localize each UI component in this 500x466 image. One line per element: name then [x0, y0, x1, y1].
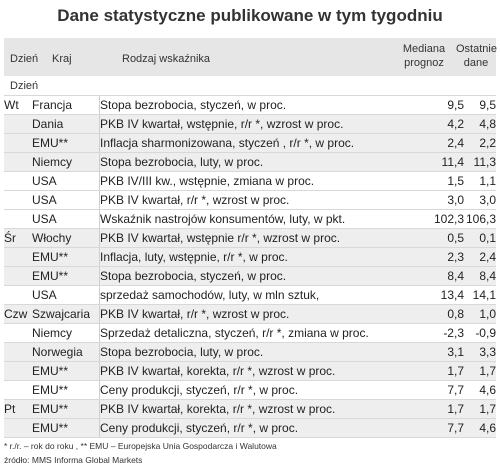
- cell-indicator: PKB IV kwartał, korekta, r/r *, wzrost w proc.: [100, 362, 405, 381]
- cell-indicator: Ceny produkcji, styczeń, r/r *, w proc.: [100, 381, 405, 400]
- table-row: [4, 115, 496, 134]
- cell-median: 9,5: [404, 96, 464, 115]
- cell-indicator: Inflacja, luty, wstępnie, r/r *, w proc.: [100, 248, 405, 267]
- cell-indicator: Ceny produkcji, styczeń, r/r *, w proc.: [100, 419, 405, 438]
- cell-last: 11,3: [464, 153, 496, 172]
- cell-indicator: PKB IV kwartał, wstępnie r/r *, wzrost w proc.: [100, 229, 405, 248]
- cell-median: 4,2: [404, 115, 464, 134]
- cell-day: [4, 343, 32, 362]
- cell-indicator: PKB IV kwartał, korekta, r/r *, wzrost w proc.: [100, 400, 405, 419]
- cell-country: EMU**: [32, 362, 100, 381]
- cell-day: [4, 172, 32, 191]
- cell-country: USA: [32, 191, 100, 210]
- header-last-line2: dane: [463, 57, 489, 69]
- header-day: Dzień: [10, 53, 39, 65]
- cell-day: [4, 153, 32, 172]
- table-subheader: [4, 77, 496, 96]
- cell-last: 1,1: [464, 172, 496, 191]
- table-row: [4, 419, 496, 438]
- cell-indicator: PKB IV/III kw., wstępnie, zmiana w proc.: [100, 172, 405, 191]
- cell-median: 3,0: [404, 191, 464, 210]
- cell-country: Włochy: [32, 229, 100, 248]
- table-row: [4, 210, 496, 229]
- cell-median: 11,4: [404, 153, 464, 172]
- cell-last: 8,4: [464, 267, 496, 286]
- table-row: [4, 172, 496, 191]
- cell-indicator: Stopa bezrobocia, luty, w proc.: [100, 343, 405, 362]
- cell-median: 2,4: [404, 134, 464, 153]
- cell-country: USA: [32, 210, 100, 229]
- cell-country: Niemcy: [32, 324, 100, 343]
- cell-day: [4, 191, 32, 210]
- cell-median: 13,4: [404, 286, 464, 305]
- cell-median: 0,5: [404, 229, 464, 248]
- cell-median: 7,7: [404, 381, 464, 400]
- cell-last: 4,6: [464, 419, 496, 438]
- table-row: [4, 191, 496, 210]
- cell-country: EMU**: [32, 267, 100, 286]
- header-median-line1: Mediana: [402, 43, 446, 55]
- cell-day: [4, 134, 32, 153]
- cell-country: EMU**: [32, 419, 100, 438]
- cell-day: [4, 324, 32, 343]
- table-row: [4, 324, 496, 343]
- cell-indicator: Stopa bezrobocia, styczeń, w proc.: [100, 96, 405, 115]
- cell-last: 0,1: [464, 229, 496, 248]
- cell-median: 1,7: [404, 362, 464, 381]
- cell-median: 2,3: [404, 248, 464, 267]
- table-header: [4, 38, 496, 76]
- cell-country: EMU**: [32, 400, 100, 419]
- cell-indicator: Stopa bezrobocia, luty, w proc.: [100, 153, 405, 172]
- cell-day: [4, 419, 32, 438]
- table-row: [4, 362, 496, 381]
- cell-last: 1,0: [464, 305, 496, 324]
- cell-last: 14,1: [464, 286, 496, 305]
- cell-indicator: sprzedaż samochodów, luty, w mln sztuk,: [100, 286, 405, 305]
- table-row: [4, 229, 496, 248]
- cell-last: 1,7: [464, 362, 496, 381]
- cell-median: 102,3: [404, 210, 464, 229]
- cell-last: 2,4: [464, 248, 496, 267]
- cell-median: 8,4: [404, 267, 464, 286]
- cell-median: 1,5: [404, 172, 464, 191]
- cell-day: [4, 286, 32, 305]
- cell-indicator: PKB IV kwartał, r/r *, wzrost w proc.: [100, 305, 405, 324]
- cell-day: [4, 362, 32, 381]
- cell-last: 3,3: [464, 343, 496, 362]
- cell-last: 9,5: [464, 96, 496, 115]
- table-row: [4, 305, 496, 324]
- table-row: [4, 134, 496, 153]
- cell-indicator: PKB IV kwartał, r/r *, wzrost w proc.: [100, 191, 405, 210]
- cell-day: [4, 248, 32, 267]
- cell-day: [4, 115, 32, 134]
- header-median-line2: prognoz: [404, 57, 444, 69]
- cell-median: 7,7: [404, 419, 464, 438]
- table-row: [4, 153, 496, 172]
- cell-median: 0,8: [404, 305, 464, 324]
- cell-last: 1,7: [464, 400, 496, 419]
- cell-last: 4,8: [464, 115, 496, 134]
- cell-indicator: Stopa bezrobocia, styczeń, w proc.: [100, 267, 405, 286]
- table-row: [4, 286, 496, 305]
- table-row: [4, 343, 496, 362]
- cell-last: 4,6: [464, 381, 496, 400]
- cell-indicator: Inflacja sharmonizowana, styczeń , r/r *, w proc.: [100, 134, 405, 153]
- cell-indicator: Sprzedaż detaliczna, styczeń, r/r *, zmiana w proc.: [100, 324, 405, 343]
- cell-day: [4, 381, 32, 400]
- footnote: * r./r. – rok do roku , ** EMU – Europejska Unia Gospodarcza i Walutowa: [4, 441, 277, 451]
- cell-last: 3,0: [464, 191, 496, 210]
- cell-last: 2,2: [464, 134, 496, 153]
- page-title: Dane statystyczne publikowane w tym tygodniu: [57, 6, 443, 25]
- cell-day: Wt: [4, 96, 32, 115]
- statistics-table: [4, 96, 496, 438]
- cell-indicator: Wskaźnik nastrojów konsumentów, luty, w pkt.: [100, 210, 405, 229]
- cell-day: Śr: [4, 229, 32, 248]
- cell-last: 106,3: [464, 210, 496, 229]
- cell-country: EMU**: [32, 381, 100, 400]
- cell-day: [4, 210, 32, 229]
- table-row: [4, 267, 496, 286]
- cell-indicator: PKB IV kwartał, wstępnie, r/r *, wzrost w proc.: [100, 115, 405, 134]
- table-row: [4, 96, 496, 115]
- cell-median: 1,7: [404, 400, 464, 419]
- cell-last: -0,9: [464, 324, 496, 343]
- cell-country: USA: [32, 172, 100, 191]
- table-row: [4, 248, 496, 267]
- header-median: [394, 42, 454, 70]
- header-last-line1: Ostatnie: [456, 43, 497, 55]
- cell-country: Francja: [32, 96, 100, 115]
- table-row: [4, 400, 496, 419]
- cell-country: EMU**: [32, 248, 100, 267]
- table-row: [4, 381, 496, 400]
- cell-median: 3,1: [404, 343, 464, 362]
- cell-median: -2,3: [404, 324, 464, 343]
- cell-day: Czw: [4, 305, 32, 324]
- subheader-day: Dzień: [10, 80, 39, 92]
- header-indicator: Rodzaj wskaźnika: [122, 53, 211, 65]
- cell-country: Szwajcaria: [32, 305, 100, 324]
- header-last: [456, 42, 496, 70]
- cell-country: Dania: [32, 115, 100, 134]
- header-country: Kraj: [52, 53, 72, 65]
- source-note: źródło: MMS Informa Global Markets: [4, 455, 143, 465]
- cell-country: Niemcy: [32, 153, 100, 172]
- cell-day: Pt: [4, 400, 32, 419]
- cell-country: Norwegia: [32, 343, 100, 362]
- cell-country: USA: [32, 286, 100, 305]
- cell-day: [4, 267, 32, 286]
- cell-country: EMU**: [32, 134, 100, 153]
